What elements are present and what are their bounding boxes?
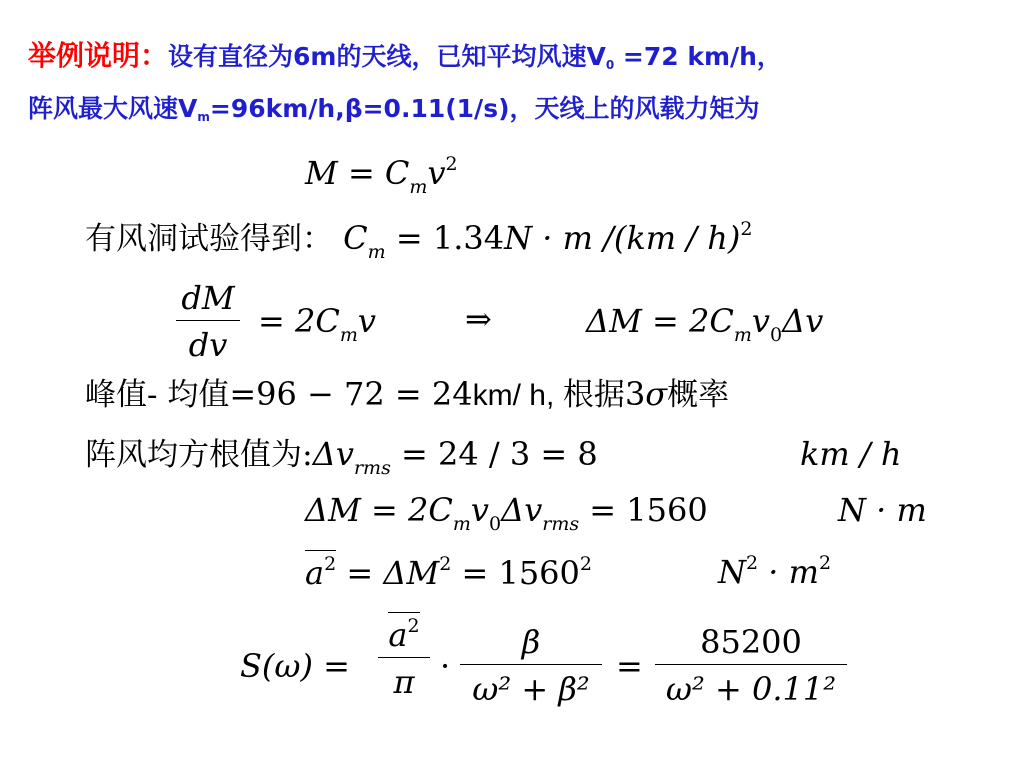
eq6-sub-m: m [452,513,471,535]
fraction-bar [378,657,430,658]
eq4-tail: 根据 [554,377,625,412]
eq6-sub0: 0 [488,513,502,535]
eq6-sub-rms: rms [542,513,580,535]
eq8-lhs-text: S(ω) = [240,647,350,685]
fraction-dm-dv [176,279,240,364]
equation-peak-mean [85,375,730,413]
eq8-equals: = [616,647,643,685]
eq5-unit: km / h [800,435,902,473]
eq6-v: v [470,491,489,529]
intro-text-2b: =96km/h,β=0.11(1/s)，天线上的风载力矩为 [209,94,760,123]
eq8-f1-a: a [388,616,408,654]
eq2-c: C [343,219,368,257]
example-label: 举例说明： [28,39,169,72]
intro-text-1: 设有直径为6m的天线，已知平均风速V [168,42,606,71]
eq3-denominator: dv [188,326,228,364]
intro-line-2 [28,96,760,123]
eq5-label: 阵风均方根值为 [85,437,302,473]
eq6-dv: Δv [501,491,543,529]
eq5-dv: Δv [312,435,354,473]
vm-subscript: m [197,110,210,124]
equation-rms [85,435,598,479]
eq3-numerator: dM [181,279,235,317]
eq6-unit: N · m [838,491,927,529]
eq3-v0-sub: 0 [769,324,783,346]
fraction-beta [460,623,602,708]
eq2-exp: 2 [740,218,753,240]
eq1-lhs: M [305,154,338,192]
eq7-value: = 1560 [451,554,580,592]
eq8-f1-den: π [393,663,415,701]
eq6-lhs: ΔM = 2C [305,491,453,529]
eq7-unit-exp2: 2 [818,552,832,574]
fraction-bar [460,664,602,665]
eq7-exp3: 2 [579,553,592,575]
implies-symbol: ⇒ [465,300,492,338]
fraction-bar [655,664,847,665]
eq4-label: 峰值- 均值 [85,377,230,413]
eq4-unit: km/ h, [472,379,555,412]
fraction-85200 [655,623,847,708]
intro-text-2a: 阵风最大风速V [28,94,198,123]
eq7-unit-m: · m [758,553,819,591]
eq6-value: = 1560 [579,491,708,529]
eq3-v: v [357,302,376,340]
intro-line-1 [28,39,782,72]
eq4-tail2: 概率 [667,377,730,413]
eq2-sub: m [367,241,386,263]
fraction-a2-pi [378,612,430,701]
eq1-exp: 2 [445,153,458,175]
eq4-three: 3 [624,375,646,413]
eq3-rhs: = 2C [258,302,340,340]
eq3-sub: m [339,324,358,346]
eq3-dv: Δv [782,302,824,340]
eq8-dot: · [440,647,451,685]
eq5-colon: : [302,435,313,473]
eq8-lhs [240,647,350,685]
eq1-sub: m [409,176,428,198]
eq5-expr: = 24 / 3 = 8 [390,435,598,473]
eq8-f1-exp: 2 [407,615,420,637]
fraction-bar [176,320,240,321]
eq1-rhs: = C [347,154,410,192]
eq7-a: a [305,554,325,592]
eq7-unit-n: N [718,553,746,591]
eq7-exp2: 2 [439,553,452,575]
eq8-f1-num [378,612,430,654]
eq7-mid: = ΔM [336,554,440,592]
v0-subscript: 0 [605,58,615,72]
equation-moment [305,155,458,197]
eq7-exp: 2 [324,553,337,575]
eq4-sigma: σ [645,375,668,413]
equation-derivative [258,302,376,346]
eq7-unit-exp: 2 [746,552,759,574]
eq8-f2-num: β [521,623,541,661]
eq3-v0: v [751,302,770,340]
intro-text-1-tail: =72 km/h， [614,42,782,71]
eq3-sub2: m [733,324,752,346]
equation-delta-moment [586,302,824,346]
eq2-unit: N · m /(km / h) [504,219,741,257]
eq8-f2-den: ω² + β² [472,670,590,708]
eq8-f3-den: ω² + 0.11² [665,670,837,708]
equation-wind-tunnel [85,220,752,262]
eq4-expr: =96 − 72 = 24 [229,375,473,413]
eq2-label: 有风洞试验得到： [85,221,333,257]
equation-delta-m-value [305,491,708,535]
eq7-unit [718,552,832,591]
a-squared-mean [305,550,337,592]
equation-a-squared [305,550,592,592]
eq8-f3-num: 85200 [700,623,802,661]
eq5-sub: rms [353,457,391,479]
eq2-rhs: = 1.34 [395,219,505,257]
eq1-v: v [427,154,446,192]
eq3-rhs2: ΔM = 2C [586,302,734,340]
